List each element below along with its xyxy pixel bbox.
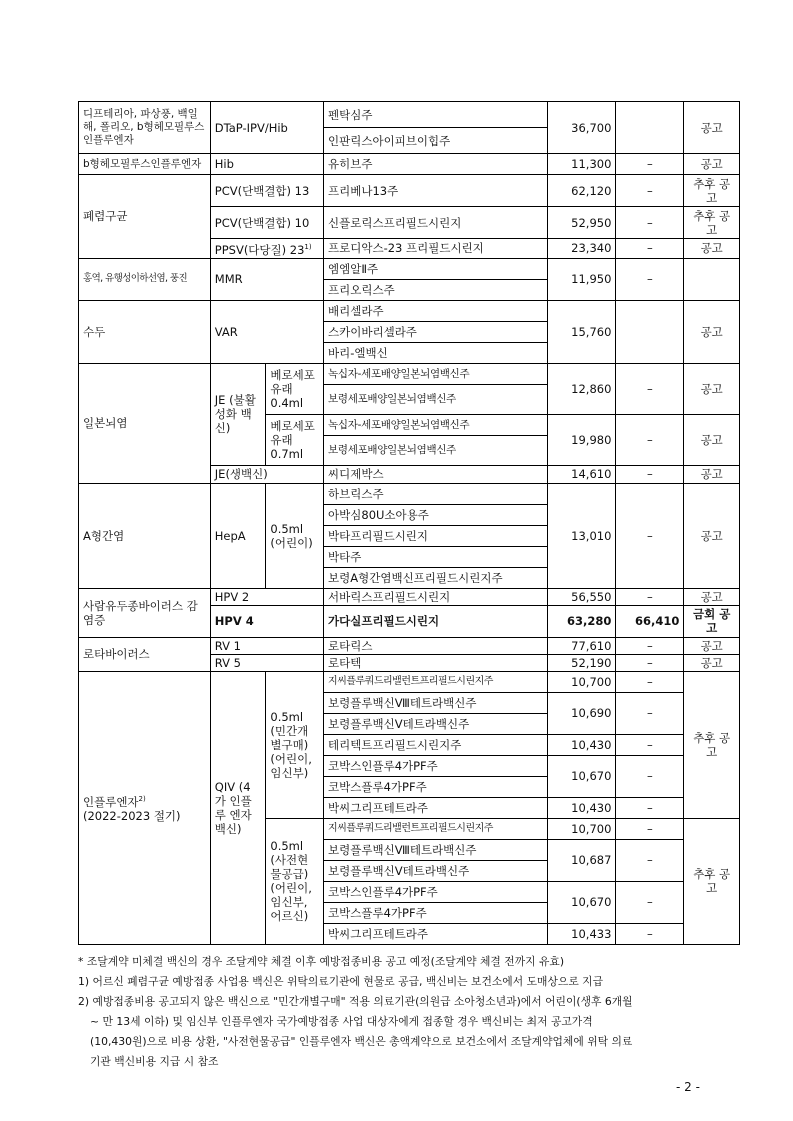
disease-cell: 디프테리아, 파상풍, 백일해, 폴리오, b형헤모필루스인플루엔자: [79, 102, 211, 154]
note-cell: 추후 공고: [684, 818, 740, 944]
sub-type-cell: 0.5ml (민간개별구매) (어린이, 임신부): [266, 671, 324, 818]
product-cell: 지씨플루쿼드리밸런트프리필드시린지주: [324, 818, 548, 839]
price-cell: 10,700: [548, 671, 616, 692]
disease-cell: [79, 671, 211, 944]
type-text: PPSV(다당질) 23: [214, 242, 305, 257]
product-cell: 코박스인플루4가PF주: [324, 881, 548, 902]
extra-price-cell: –: [616, 881, 684, 923]
extra-price-cell: –: [616, 839, 684, 881]
product-cell: 박타프리필드시린지: [324, 525, 548, 546]
note-cell: 공고: [684, 363, 740, 414]
note-cell: 공고: [684, 465, 740, 483]
extra-price-cell: –: [616, 923, 684, 944]
price-cell: 52,950: [548, 207, 616, 239]
note-cell: 공고: [684, 637, 740, 654]
price-cell: 10,670: [548, 881, 616, 923]
footnote-item: 기관 백신비용 지급 시 참조: [90, 1055, 219, 1068]
type-cell: DTaP-IPV/Hib: [210, 102, 323, 154]
table-row: [79, 637, 740, 654]
extra-price-cell: –: [616, 363, 684, 414]
price-cell: 13,010: [548, 483, 616, 588]
table-row: [79, 588, 740, 605]
price-cell: 23,340: [548, 239, 616, 259]
price-cell: 10,690: [548, 692, 616, 734]
disease-cell: 폐렴구균: [79, 175, 211, 259]
footnote-item: 1) 어르신 폐렴구균 예방접종 사업용 백신은 위탁의료기관에 현물로 공급, 백신비는 보건소에서 도매상으로 지급: [78, 975, 604, 988]
product-cell: 박씨그리프테트라주: [324, 923, 548, 944]
extra-price-cell: –: [616, 797, 684, 818]
extra-price-cell: –: [616, 414, 684, 465]
product-cell: 프리베나13주: [324, 175, 548, 207]
note-cell: 추후 공고: [684, 671, 740, 818]
extra-price-cell: –: [616, 154, 684, 175]
price-cell: 14,610: [548, 465, 616, 483]
type-cell: [210, 239, 323, 259]
product-cell: 펜탁심주: [324, 102, 548, 128]
disease-cell: 일본뇌염: [79, 363, 211, 483]
price-cell: 10,700: [548, 818, 616, 839]
disease-cell: 홍역, 유행성이하선염, 풍진: [79, 258, 211, 300]
disease-text: 인플루엔자: [83, 795, 139, 810]
note-cell: [684, 258, 740, 300]
price-cell: 10,687: [548, 839, 616, 881]
footnote-item: (10,430원)으로 비용 상환, "사전현물공급" 인플루엔자 백신은 총액계약으로 보건소에서 조달계약업체에 위탁 의료: [90, 1035, 633, 1048]
disease-cell: b형헤모필루스인플루엔자: [79, 154, 211, 175]
note-cell: 공고: [684, 239, 740, 259]
footnote-item: * 조달계약 미체결 백신의 경우 조달계약 체결 이후 예방접종비용 공고 예정(조달계약 체결 전까지 유효): [78, 955, 565, 968]
footnote-marker: 2): [138, 795, 146, 804]
product-cell: 신플로릭스프리필드시린지: [324, 207, 548, 239]
note-cell: 추후 공고: [684, 207, 740, 239]
extra-price-cell: –: [616, 483, 684, 588]
type-cell: MMR: [210, 258, 323, 300]
table-row: [79, 258, 740, 279]
product-cell: 프리오릭스주: [324, 279, 548, 300]
price-cell: 11,950: [548, 258, 616, 300]
disease-cell: 수두: [79, 300, 211, 363]
footnote-marker: 1): [304, 243, 312, 251]
product-cell: 보령플루백신Ⅷ테트라백신주: [324, 839, 548, 860]
extra-price-cell: –: [616, 588, 684, 605]
product-cell: 코박스플루4가PF주: [324, 902, 548, 923]
product-cell: 테리텍트프리필드시린지주: [324, 734, 548, 755]
price-cell: 56,550: [548, 588, 616, 605]
footnotes: [78, 952, 743, 1072]
product-cell: 코박스인플루4가PF주: [324, 755, 548, 776]
sub-type-cell: 베로세포 유래 0.4ml: [266, 363, 324, 414]
product-cell: 지씨플루쿼드리밸런트프리필드시린지주: [324, 671, 548, 692]
disease-cell: 사람유두종바이러스 감염증: [79, 588, 211, 637]
product-cell: 보령플루백신Ⅷ테트라백신주: [324, 692, 548, 713]
extra-price-cell: –: [616, 692, 684, 734]
vaccine-price-table: [78, 101, 740, 945]
extra-price-cell: –: [616, 239, 684, 259]
page-number: - 2 -: [676, 1080, 700, 1094]
note-cell: 금회 공고: [684, 605, 740, 637]
product-cell: 보령세포배양일본뇌염백신주: [324, 435, 548, 465]
note-cell: 공고: [684, 654, 740, 671]
price-cell: 62,120: [548, 175, 616, 207]
price-cell: 36,700: [548, 102, 616, 154]
type-cell: PCV(단백결합) 10: [210, 207, 323, 239]
type-cell: JE(생백신): [210, 465, 323, 483]
note-cell: 공고: [684, 588, 740, 605]
note-cell: 공고: [684, 154, 740, 175]
product-cell: 로타텍: [324, 654, 548, 671]
type-cell: Hib: [210, 154, 323, 175]
note-cell: 공고: [684, 102, 740, 154]
product-cell: 서바릭스프리필드시린지: [324, 588, 548, 605]
table-row: [79, 671, 740, 692]
product-cell: 보령플루백신Ⅴ테트라백신주: [324, 713, 548, 734]
extra-price-cell: –: [616, 465, 684, 483]
extra-price-cell: [616, 300, 684, 363]
note-cell: 공고: [684, 483, 740, 588]
price-cell: 10,433: [548, 923, 616, 944]
product-cell: 녹십자-세포배양일본뇌염백신주: [324, 414, 548, 435]
extra-price-cell: 66,410: [616, 605, 684, 637]
product-cell: 로타릭스: [324, 637, 548, 654]
product-cell: 프로디악스-23 프리필드시린지: [324, 239, 548, 259]
note-cell: 추후 공고: [684, 175, 740, 207]
extra-price-cell: –: [616, 207, 684, 239]
price-cell: 12,860: [548, 363, 616, 414]
product-cell: 보령A형간염백신프리필드시린지주: [324, 567, 548, 588]
extra-price-cell: –: [616, 258, 684, 300]
product-cell: 가다실프리필드시린지: [324, 605, 548, 637]
table-row: [79, 300, 740, 321]
table-row: [79, 102, 740, 128]
season-text: (2022-2023 절기): [83, 809, 181, 824]
table-row: [79, 363, 740, 384]
extra-price-cell: –: [616, 175, 684, 207]
price-cell: 10,670: [548, 755, 616, 797]
product-cell: 박타주: [324, 546, 548, 567]
product-cell: 엠엠알Ⅱ주: [324, 258, 548, 279]
table-row: [79, 175, 740, 207]
type-cell: HPV 4: [210, 605, 323, 637]
type-cell: RV 5: [210, 654, 323, 671]
extra-price-cell: [616, 102, 684, 154]
price-cell: 11,300: [548, 154, 616, 175]
extra-price-cell: –: [616, 755, 684, 797]
extra-price-cell: –: [616, 654, 684, 671]
product-cell: 박씨그리프테트라주: [324, 797, 548, 818]
price-cell: 10,430: [548, 797, 616, 818]
product-cell: 아박심80U소아용주: [324, 504, 548, 525]
type-cell: JE (불활성화 백신): [210, 363, 266, 465]
extra-price-cell: –: [616, 734, 684, 755]
product-cell: 하브릭스주: [324, 483, 548, 504]
disease-cell: A형간염: [79, 483, 211, 588]
extra-price-cell: –: [616, 637, 684, 654]
price-cell: 52,190: [548, 654, 616, 671]
footnote-item: ~ 만 13세 이하) 및 임신부 인플루엔자 국가예방접종 사업 대상자에게 접종할 경우 백신비는 최저 공고가격: [90, 1015, 593, 1028]
table-row: [79, 483, 740, 504]
disease-cell: 로타바이러스: [79, 637, 211, 671]
type-cell: QIV (4가 인플루 엔자 백신): [210, 671, 266, 944]
product-cell: 코박스플루4가PF주: [324, 776, 548, 797]
type-cell: VAR: [210, 300, 323, 363]
note-cell: 공고: [684, 300, 740, 363]
product-cell: 녹십자-세포배양일본뇌염백신주: [324, 363, 548, 384]
product-cell: 배리셀라주: [324, 300, 548, 321]
product-cell: 보령플루백신Ⅴ테트라백신주: [324, 860, 548, 881]
price-cell: 77,610: [548, 637, 616, 654]
note-cell: 공고: [684, 414, 740, 465]
price-cell: 15,760: [548, 300, 616, 363]
type-cell: RV 1: [210, 637, 323, 654]
price-cell: 63,280: [548, 605, 616, 637]
extra-price-cell: –: [616, 671, 684, 692]
type-cell: HPV 2: [210, 588, 323, 605]
price-cell: 10,430: [548, 734, 616, 755]
extra-price-cell: –: [616, 818, 684, 839]
product-cell: 유히브주: [324, 154, 548, 175]
footnote-item: 2) 예방접종비용 공고되지 않은 백신으로 "민간개별구매" 적용 의료기관(의원급 소아청소년과)에서 어린이(생후 6개월: [78, 995, 633, 1008]
sub-type-cell: 0.5ml (사전현물공급) (어린이, 임신부, 어르신): [266, 818, 324, 944]
product-cell: 보령세포배양일본뇌염백신주: [324, 384, 548, 414]
price-cell: 19,980: [548, 414, 616, 465]
type-cell: HepA: [210, 483, 266, 588]
table-row: [79, 154, 740, 175]
product-cell: 씨디제박스: [324, 465, 548, 483]
product-cell: 바리-엘백신: [324, 342, 548, 363]
product-cell: 스카이바리셀라주: [324, 321, 548, 342]
type-cell: PCV(단백결합) 13: [210, 175, 323, 207]
sub-type-cell: 0.5ml (어린이): [266, 483, 324, 588]
product-cell: 인판릭스아이피브이힙주: [324, 128, 548, 154]
sub-type-cell: 베로세포 유래 0.7ml: [266, 414, 324, 465]
